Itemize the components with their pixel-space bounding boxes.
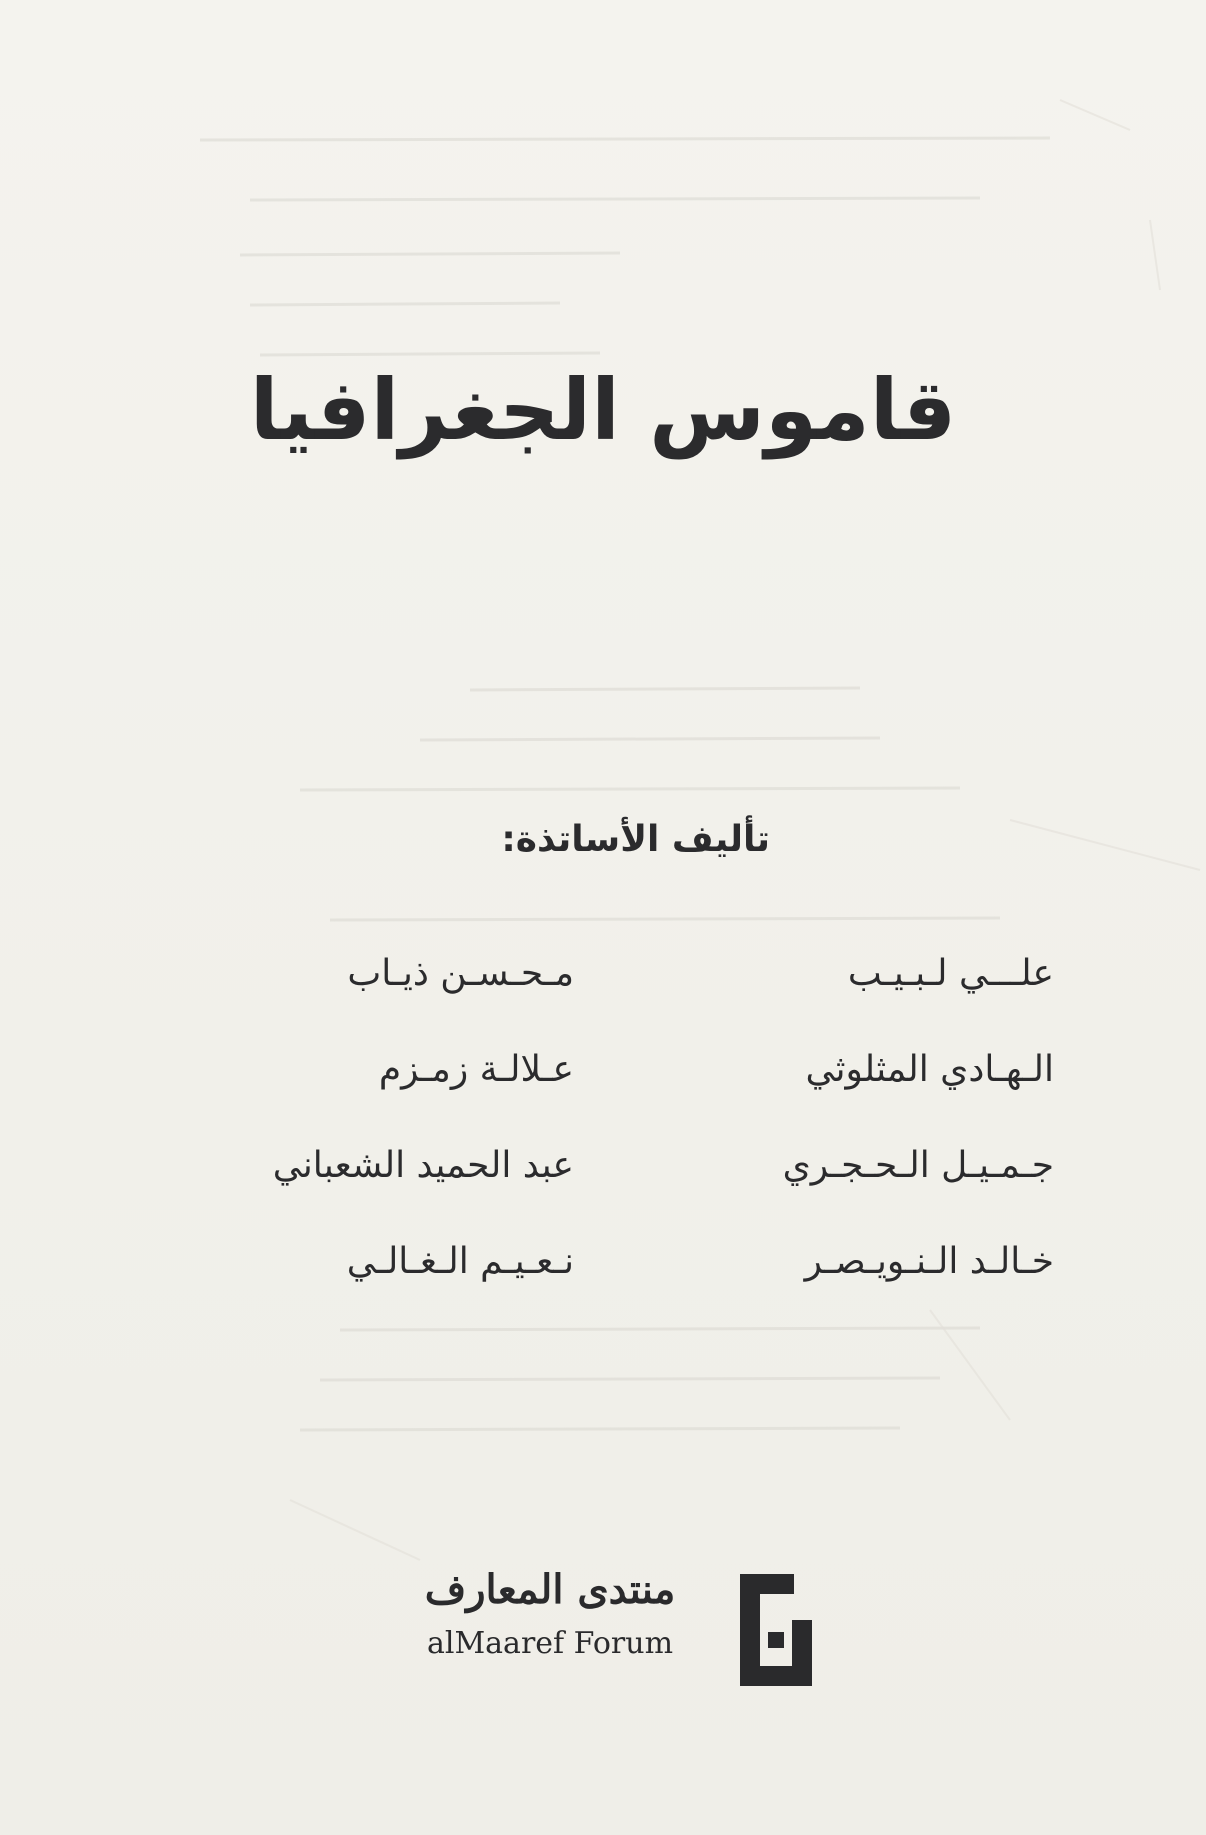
book-title: قاموس الجغرافيا	[249, 361, 957, 459]
author-name: عـلالـة زمـزم	[378, 1049, 574, 1090]
almaaref-forum-logo-icon	[740, 1574, 812, 1686]
author-name: جـمـيـل الـحـجـري	[782, 1145, 1054, 1186]
author-name: الـهـادي المثلوثي	[805, 1049, 1054, 1090]
publisher-name-arabic: منتدى المعارف	[424, 1566, 676, 1613]
author-name: مـحـسـن ذيـاب	[347, 953, 574, 994]
author-name: علـــي لـبـيـب	[847, 953, 1054, 994]
author-name: عبد الحميد الشعباني	[272, 1145, 574, 1186]
author-name: خـالـد الـنـويـصـر	[804, 1241, 1054, 1282]
authors-column-left	[154, 945, 574, 1329]
publisher-logo-block	[410, 1560, 810, 1710]
authors-label: تأليف الأساتذة:	[501, 819, 770, 860]
publisher-name-english: alMaaref Forum	[426, 1626, 674, 1661]
author-name: نـعـيـم الـغـالـي	[346, 1241, 574, 1282]
authors-column-right	[684, 945, 1054, 1329]
